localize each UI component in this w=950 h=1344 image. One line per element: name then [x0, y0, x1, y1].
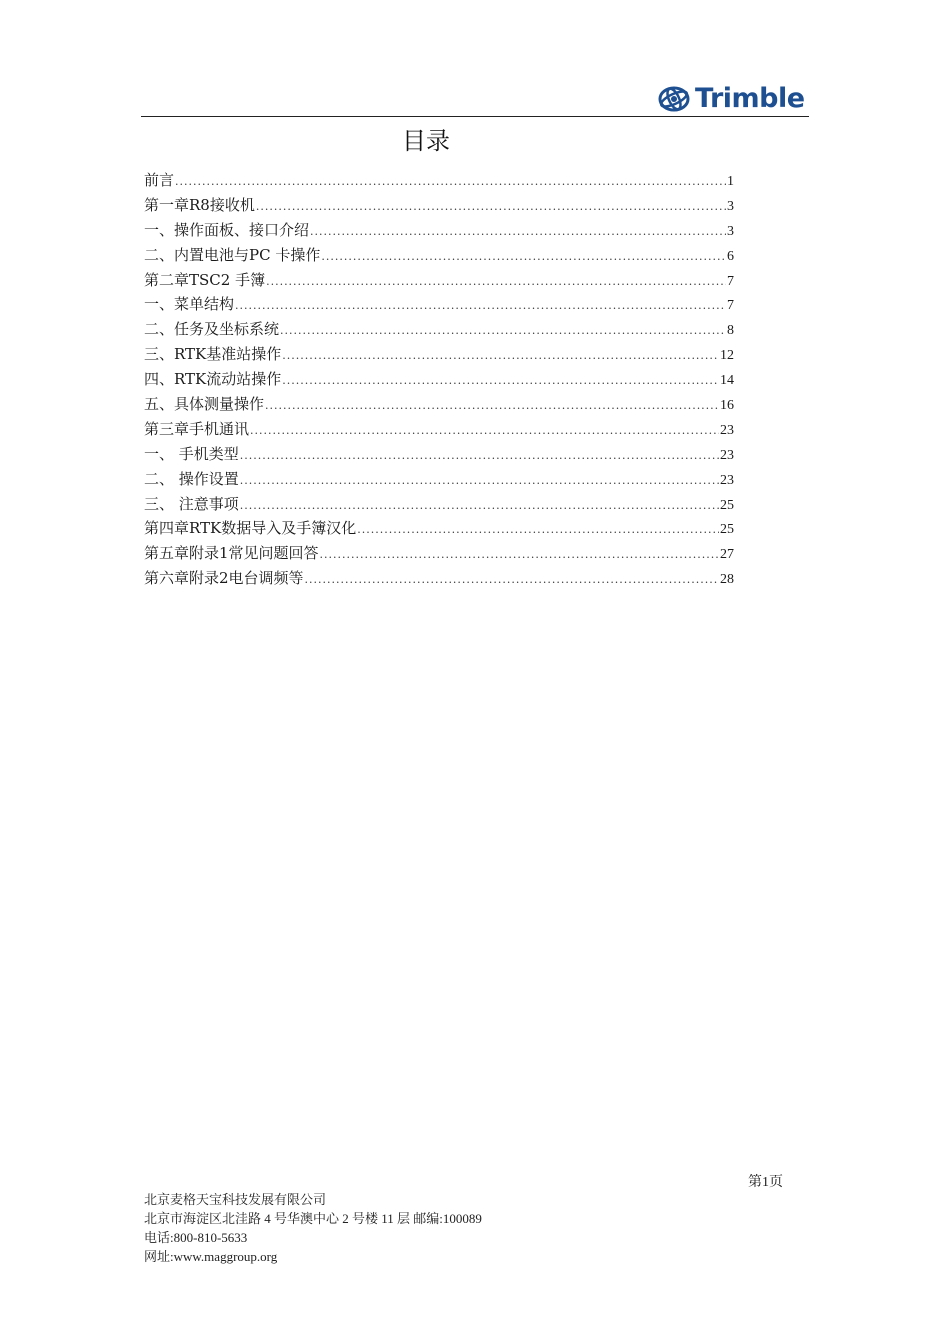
toc-entry[interactable] [144, 292, 734, 317]
toc-entry-page: 27 [720, 547, 734, 563]
toc-entry[interactable] [144, 492, 734, 517]
toc-entry-page: 3 [727, 198, 734, 214]
toc-leader-dots [280, 319, 726, 343]
toc-leader-dots [357, 518, 719, 542]
toc-entry-label: 第三章手机通讯 [144, 419, 250, 438]
toc-entry-label: 前言 [144, 171, 175, 189]
toc-entry-label: 第四章RTK数据导入及手簿汉化 [144, 519, 357, 538]
toc-entry-chapter-3[interactable] [144, 417, 734, 442]
toc-entry[interactable] [144, 467, 734, 492]
toc-entry-page: 3 [727, 223, 734, 239]
toc-entry-label: 三、 注意事项 [144, 494, 239, 513]
toc-leader-dots [235, 294, 726, 318]
toc-leader-dots [175, 170, 726, 194]
toc-entry-chapter-6[interactable] [144, 566, 734, 591]
toc-leader-dots [240, 469, 719, 493]
toc-entry-page: 23 [720, 472, 734, 488]
toc-title: 目录 [402, 127, 450, 155]
toc-leader-dots [240, 494, 719, 518]
toc-entry[interactable] [144, 218, 734, 243]
toc-leader-dots [320, 543, 719, 567]
toc-leader-dots [282, 344, 719, 368]
footer-phone: 电话:800-810-5633 [144, 1230, 248, 1245]
toc-entry-page: 12 [720, 348, 734, 364]
toc-entry[interactable] [144, 392, 734, 417]
toc-leader-dots [240, 444, 719, 468]
table-of-contents [144, 168, 734, 591]
toc-entry[interactable] [144, 243, 734, 268]
toc-entry-page: 1 [727, 174, 734, 189]
trimble-logo [658, 84, 805, 114]
toc-entry[interactable] [144, 367, 734, 392]
footer-address: 北京市海淀区北洼路 4 号华澳中心 2 号楼 11 层 邮编:100089 [144, 1211, 482, 1226]
toc-entry-page: 14 [720, 373, 734, 389]
toc-entry-label: 一、 手机类型 [144, 444, 239, 463]
toc-leader-dots [250, 419, 719, 443]
toc-leader-dots [266, 270, 726, 294]
trimble-globe-icon [658, 85, 692, 113]
toc-entry-page: 7 [727, 298, 734, 314]
toc-entry-chapter-4[interactable] [144, 516, 734, 541]
toc-entry-label: 二、 操作设置 [144, 469, 239, 488]
toc-leader-dots [256, 195, 726, 219]
toc-leader-dots [282, 369, 719, 393]
toc-entry-preface[interactable] [144, 168, 734, 193]
toc-entry-label: 第二章TSC2 手簿 [144, 270, 266, 289]
toc-entry-label: 三、RTK基准站操作 [144, 345, 282, 364]
toc-entry-page: 7 [727, 273, 734, 289]
toc-entry-label: 二、任务及坐标系统 [144, 320, 280, 339]
page-number: 第1页 [748, 1175, 783, 1190]
toc-entry-chapter-1[interactable] [144, 193, 734, 218]
header-rule [141, 116, 809, 117]
toc-leader-dots [310, 220, 726, 244]
toc-entry[interactable] [144, 442, 734, 467]
toc-entry-label: 五、具体测量操作 [144, 395, 265, 414]
toc-entry-label: 四、RTK流动站操作 [144, 370, 282, 389]
toc-entry-page: 16 [720, 398, 734, 414]
toc-entry-page: 28 [720, 572, 734, 588]
footer [144, 1190, 482, 1266]
toc-entry-page: 23 [720, 447, 734, 463]
toc-leader-dots [321, 245, 726, 269]
toc-entry-label: 第六章附录2电台调频等 [144, 569, 304, 588]
toc-entry-chapter-5[interactable] [144, 541, 734, 566]
toc-entry[interactable] [144, 317, 734, 342]
toc-entry-page: 6 [727, 248, 734, 264]
toc-entry-page: 8 [727, 323, 734, 339]
toc-entry-label: 一、菜单结构 [144, 295, 235, 314]
footer-company: 北京麦格天宝科技发展有限公司 [144, 1192, 327, 1207]
toc-leader-dots [305, 568, 719, 592]
toc-entry-label: 第五章附录1常见问题回答 [144, 544, 319, 563]
toc-leader-dots [265, 394, 719, 418]
toc-entry[interactable] [144, 342, 734, 367]
toc-entry-label: 一、操作面板、接口介绍 [144, 220, 310, 239]
toc-entry-chapter-2[interactable] [144, 268, 734, 293]
toc-entry-page: 23 [720, 422, 734, 438]
footer-website: 网址:www.maggroup.org [144, 1249, 278, 1264]
logo-text: Trimble [695, 83, 805, 114]
toc-entry-label: 第一章R8接收机 [144, 195, 255, 214]
toc-entry-label: 二、内置电池与PC 卡操作 [144, 245, 321, 264]
toc-entry-page: 25 [720, 497, 734, 513]
toc-entry-page: 25 [720, 522, 734, 538]
